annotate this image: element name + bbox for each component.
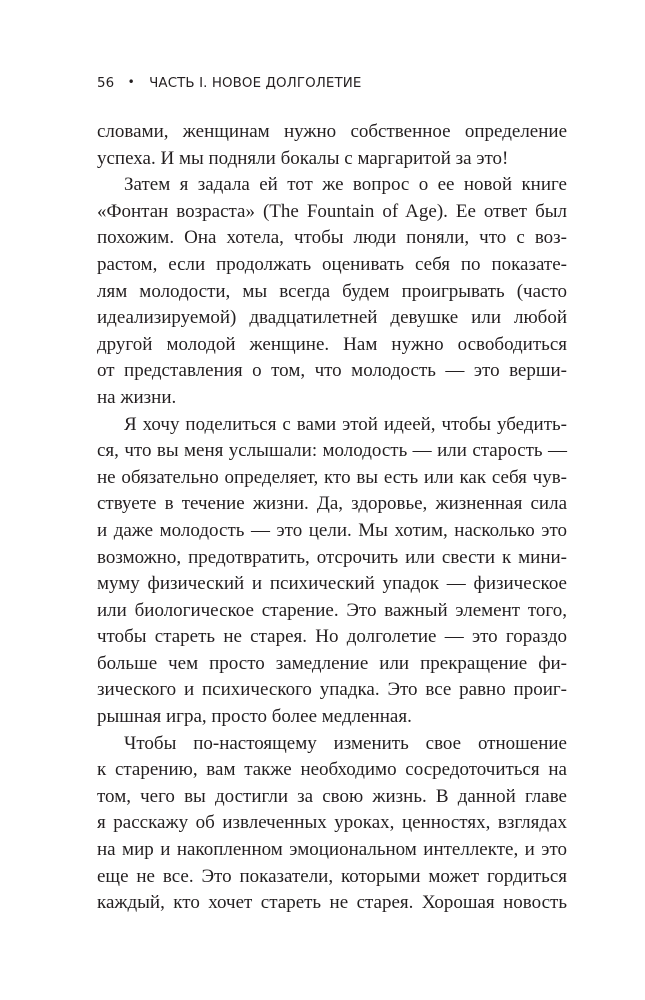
- text-line: лям молодости, мы всегда будем проигрывать (часто: [97, 280, 567, 302]
- text-line: и даже молодость — это цели. Мы хотим, насколько это: [97, 519, 567, 541]
- running-header: [97, 76, 567, 91]
- section-title: ЧАСТЬ I. НОВОЕ ДОЛГОЛЕТИЕ: [149, 76, 362, 91]
- text-line: возможно, предотвратить, отсрочить или свести к мини-: [97, 546, 567, 568]
- text-line: я расскажу об извлеченных уроках, ценностях, взглядах: [97, 812, 567, 834]
- paragraph: [97, 119, 567, 172]
- paragraph: [97, 731, 567, 917]
- text-line: к старению, вам также необходимо сосредоточиться на: [97, 759, 567, 781]
- text-line: на мир и накопленном эмоциональном интеллекте, и это: [97, 839, 567, 861]
- text-line: идеализируемой) двадцатилетней девушке или любой: [97, 307, 567, 329]
- text-line: не обязательно определяет, кто вы есть или как себя чув-: [97, 466, 567, 488]
- text-line: Затем я задала ей тот же вопрос о ее новой книге: [124, 174, 567, 196]
- text-line: растом, если продолжать оценивать себя по показате-: [97, 253, 567, 275]
- text-line: рышная игра, просто более медленная.: [97, 706, 412, 728]
- text-line: от представления о том, что молодость — это верши-: [97, 360, 567, 382]
- text-line: на жизни.: [97, 386, 177, 408]
- text-line: словами, женщинам нужно собственное определение: [97, 121, 567, 142]
- text-line: чтобы стареть не старея. Но долголетие — это гораздо: [97, 626, 567, 648]
- paragraph: [97, 412, 567, 731]
- text-line: зического и психического упадка. Это все равно проиг-: [97, 679, 567, 701]
- text-line: или биологическое старение. Это важный элемент того,: [97, 599, 567, 621]
- body-text: [97, 119, 567, 917]
- text-line: том, чего вы достигли за свою жизнь. В данной главе: [97, 785, 567, 807]
- text-line: еще не все. Это показатели, которыми может гордиться: [97, 865, 567, 887]
- text-line: Я хочу поделиться с вами этой идеей, чтобы убедить-: [124, 413, 567, 435]
- text-line: ствуете в течение жизни. Да, здоровье, жизненная сила: [97, 493, 567, 515]
- page-number: 56: [97, 76, 115, 91]
- text-line: больше чем просто замедление или прекращение фи-: [97, 652, 567, 674]
- text-line: успеха. И мы подняли бокалы с маргаритой за это!: [97, 147, 509, 169]
- text-line: ся, что вы меня услышали: молодость — или старость —: [97, 440, 567, 462]
- paragraph: [97, 172, 567, 411]
- text-line: другой молодой женщине. Нам нужно освободиться: [97, 333, 567, 355]
- text-line: «Фонтан возраста» (The Fountain of Age). Ее ответ был: [97, 200, 567, 222]
- text-line: муму физический и психический упадок — физическое: [97, 573, 567, 595]
- header-separator: •: [127, 75, 135, 89]
- text-line: похожим. Она хотела, чтобы люди поняли, что с воз-: [97, 227, 567, 249]
- text-line: Чтобы по-настоящему изменить свое отношение: [124, 732, 567, 754]
- text-line: каждый, кто хочет стареть не старея. Хорошая новость: [97, 892, 567, 914]
